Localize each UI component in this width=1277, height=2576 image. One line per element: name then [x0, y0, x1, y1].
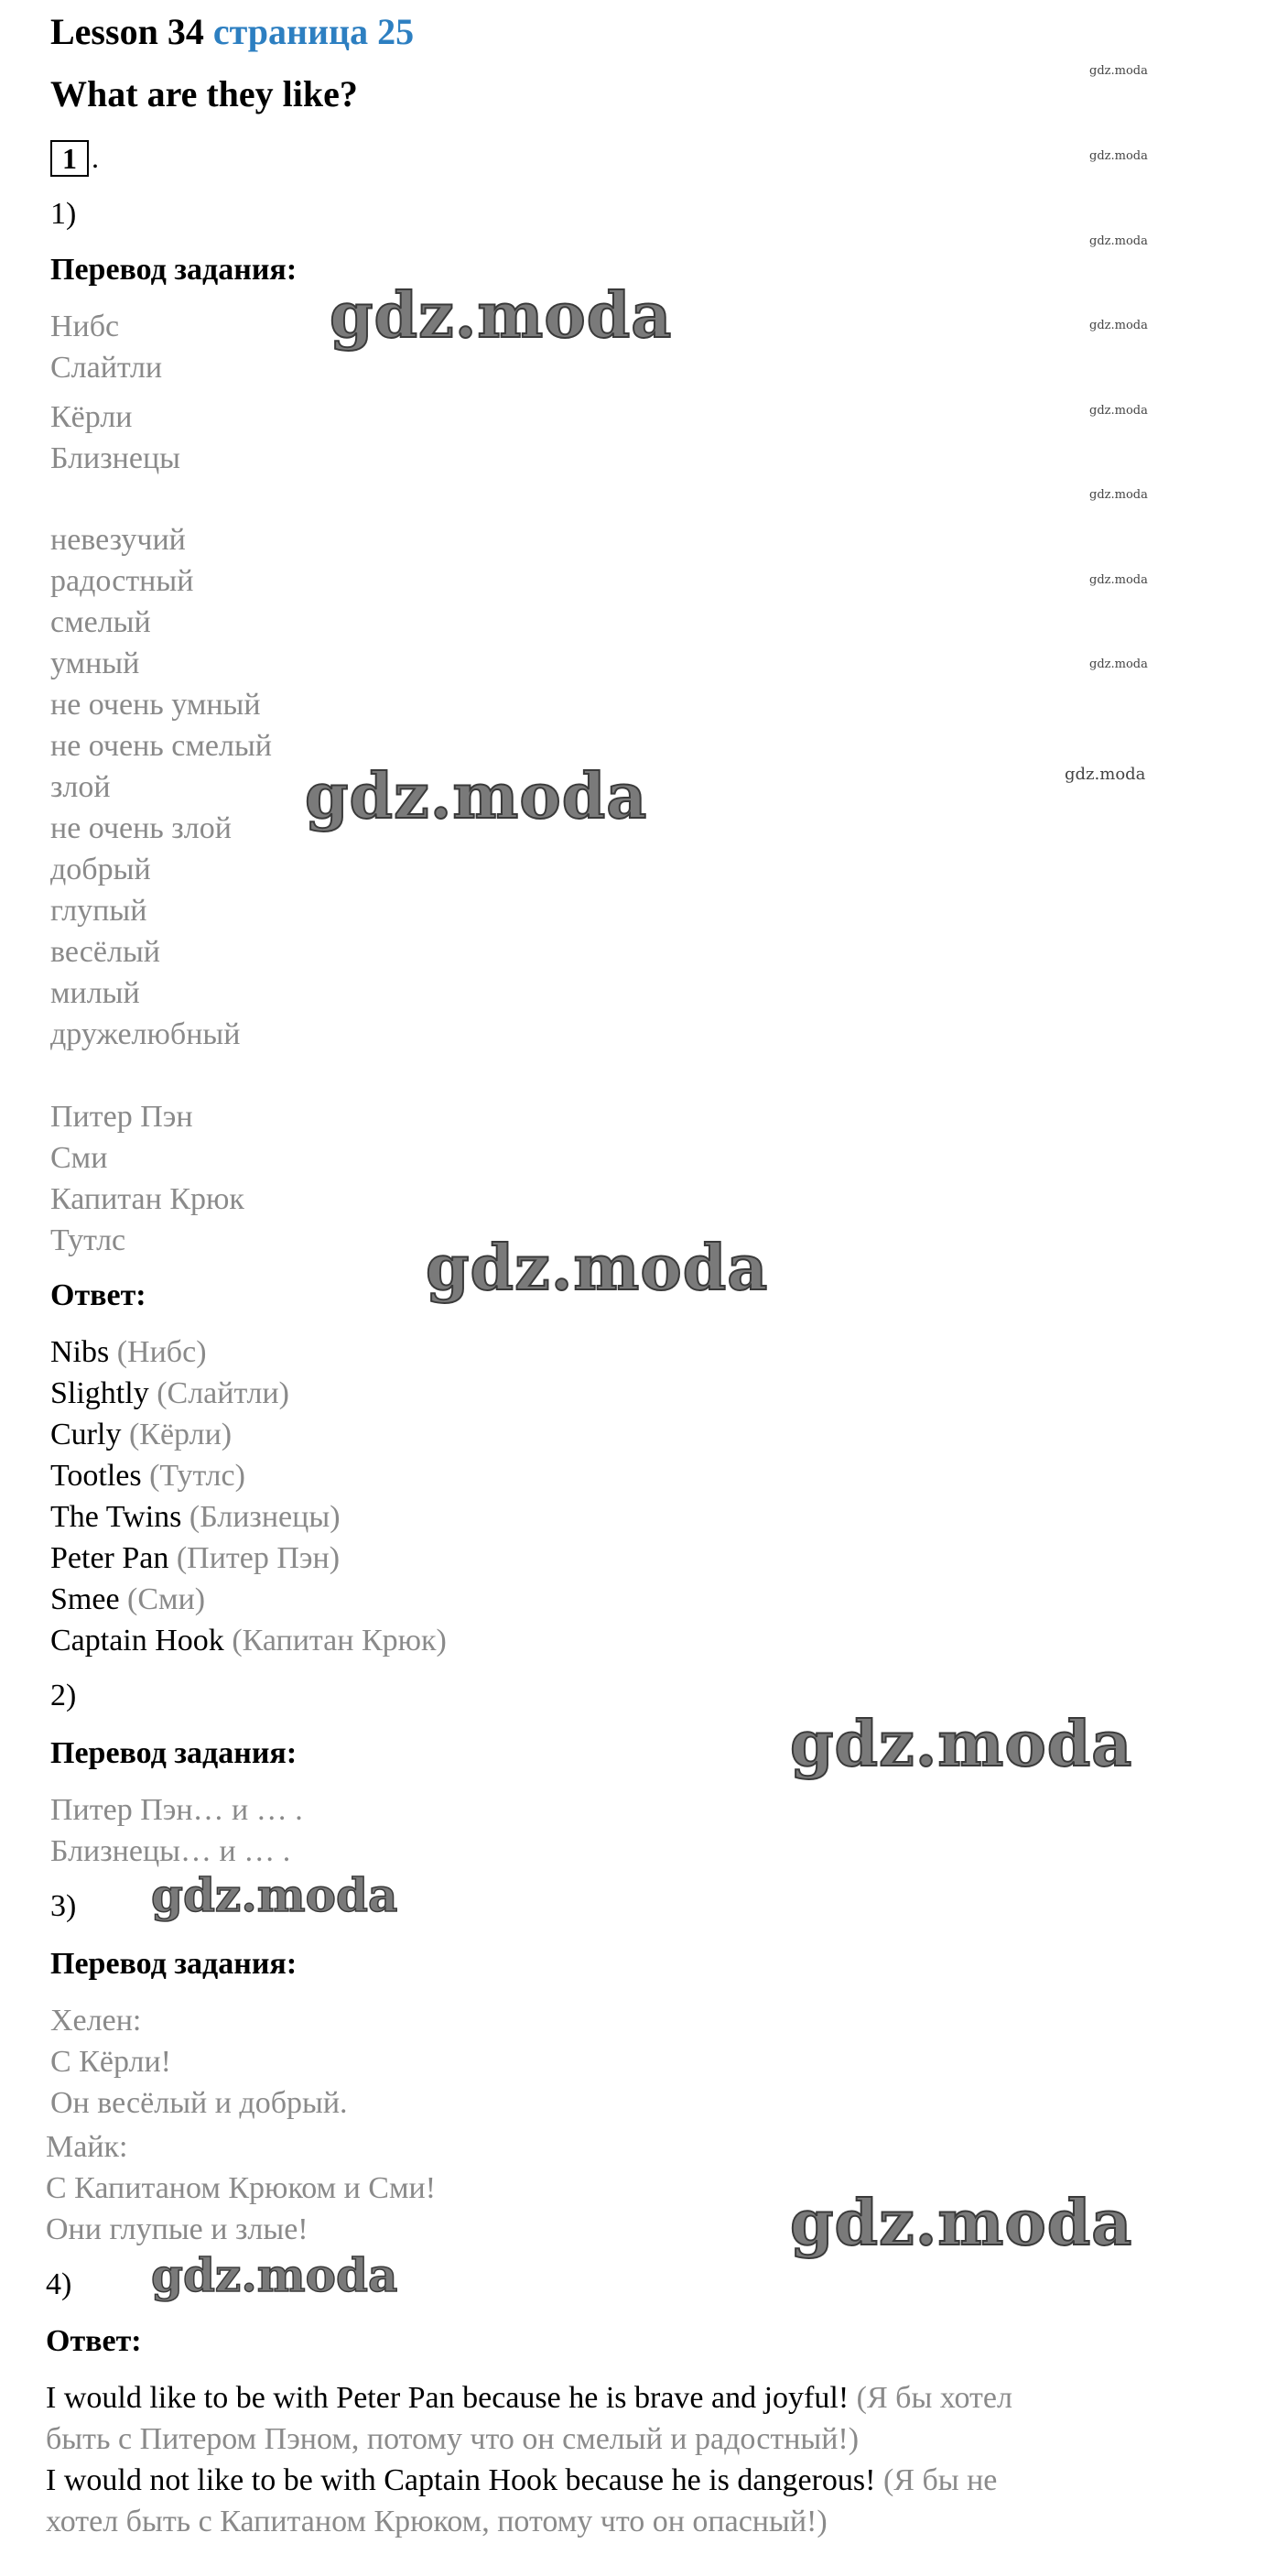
answer-en: Tootles	[50, 1459, 142, 1493]
task1-line: Близнецы	[50, 441, 180, 475]
task3-line: С Капитаном Крюком и Сми!	[46, 2171, 437, 2205]
task3-heading: Перевод задания:	[50, 1947, 298, 1981]
watermark: gdz.moda	[151, 1868, 398, 1922]
task2-heading: Перевод задания:	[50, 1736, 298, 1770]
task1-line: Тутлс	[50, 1223, 126, 1257]
task1-line: Кёрли	[50, 400, 133, 434]
answer-row	[50, 1497, 341, 1538]
answer-en: Peter Pan	[50, 1541, 169, 1575]
task1-line: смелый	[50, 605, 151, 639]
answer-en: Curly	[50, 1418, 122, 1451]
watermark: gdz.moda	[1089, 149, 1148, 163]
task1-line: злой	[50, 770, 111, 804]
answer-row	[50, 1538, 340, 1579]
watermark: gdz.moda	[1089, 573, 1148, 587]
task1-line: не очень злой	[50, 811, 232, 845]
answer-ru: (Нибс)	[116, 1335, 207, 1369]
task1-line: невезучий	[50, 523, 186, 557]
task3-line: Майк:	[46, 2130, 128, 2164]
watermark: gdz.moda	[1089, 234, 1148, 248]
watermark: gdz.moda	[426, 1232, 769, 1305]
watermark: gdz.moda	[151, 2248, 398, 2302]
answer-ru: (Капитан Крюк)	[232, 1624, 447, 1658]
answer-ru: (Сми)	[127, 1582, 206, 1616]
task1-line: глупый	[50, 894, 147, 928]
answer-en: The Twins	[50, 1500, 182, 1534]
task3-line: С Кёрли!	[50, 2045, 171, 2079]
task1-line: радостный	[50, 564, 194, 598]
lesson-label: Lesson 34	[50, 11, 204, 52]
watermark: gdz.moda	[1089, 658, 1148, 671]
task1-line: Капитан Крюк	[50, 1182, 244, 1216]
task3-line: Они глупые и злые!	[46, 2212, 308, 2246]
watermark: gdz.moda	[1089, 488, 1148, 502]
task4-number: 4)	[46, 2267, 72, 2301]
answer-row	[50, 1621, 447, 1661]
watermark: gdz.moda	[1065, 765, 1146, 784]
task1-number: 1)	[50, 197, 77, 231]
answer-ru: (Я бы хотел	[856, 2381, 1012, 2415]
watermark: gdz.moda	[1089, 404, 1148, 418]
task1-line: милый	[50, 976, 140, 1010]
task4-answer-heading: Ответ:	[46, 2324, 142, 2358]
task4-answer-cont: быть с Питером Пэном, потому что он смелый и радостный!)	[46, 2422, 860, 2456]
exercise-number: 1	[50, 140, 89, 177]
answer-en: I would not like to be with Captain Hook because he is dangerous!	[46, 2463, 876, 2497]
task1-line: добрый	[50, 853, 151, 886]
task1-heading: Перевод задания:	[50, 253, 298, 287]
lesson-title	[50, 9, 414, 55]
task4-answer-cont: хотел быть с Капитаном Крюком, потому что он опасный!)	[46, 2505, 828, 2538]
answer-row	[50, 1374, 289, 1414]
answer-en: Captain Hook	[50, 1624, 224, 1658]
answer-ru: (Слайтли)	[157, 1376, 289, 1410]
answer-row	[50, 1332, 207, 1373]
watermark: gdz.moda	[1089, 319, 1148, 332]
task4-answer-row	[46, 2461, 997, 2501]
task3-line: Он весёлый и добрый.	[50, 2086, 348, 2120]
task3-number: 3)	[50, 1889, 77, 1923]
answer-en: Smee	[50, 1582, 120, 1616]
answer-ru: (Питер Пэн)	[176, 1541, 341, 1575]
task2-line: Питер Пэн… и … .	[50, 1793, 303, 1827]
watermark: gdz.moda	[1089, 64, 1148, 78]
watermark: gdz.moda	[790, 1708, 1133, 1781]
task1-line: дружелюбный	[50, 1017, 241, 1051]
task1-line: Слайтли	[50, 351, 163, 385]
exercise-number-dot: .	[92, 141, 99, 174]
task3-line: Хелен:	[50, 2004, 142, 2038]
task2-number: 2)	[50, 1679, 77, 1712]
task1-line: весёлый	[50, 935, 160, 969]
task2-line: Близнецы… и … .	[50, 1834, 291, 1868]
answer-ru: (Я бы не	[882, 2463, 998, 2497]
task1-line: умный	[50, 647, 140, 680]
answer-ru: (Кёрли)	[128, 1418, 233, 1451]
answer-en: Slightly	[50, 1376, 149, 1410]
page-subtitle: What are they like?	[50, 73, 358, 114]
answer-row	[50, 1415, 232, 1455]
answer-ru: (Тутлс)	[149, 1459, 245, 1493]
watermark: gdz.moda	[790, 2187, 1133, 2260]
task1-line: не очень умный	[50, 688, 261, 722]
task1-line: не очень смелый	[50, 729, 273, 763]
answer-en: I would like to be with Peter Pan because he is brave and joyful!	[46, 2381, 850, 2415]
task1-answer-heading: Ответ:	[50, 1278, 146, 1312]
answer-ru: (Близнецы)	[189, 1500, 341, 1534]
watermark: gdz.moda	[330, 279, 673, 353]
task1-line: Сми	[50, 1141, 108, 1175]
answer-row	[50, 1580, 205, 1620]
watermark: gdz.moda	[305, 760, 648, 833]
answer-row	[50, 1456, 245, 1496]
task4-answer-row	[46, 2378, 1012, 2418]
answer-en: Nibs	[50, 1335, 110, 1369]
task1-line: Нибс	[50, 310, 120, 343]
page-reference: страница 25	[212, 11, 415, 52]
task1-line: Питер Пэн	[50, 1100, 193, 1134]
